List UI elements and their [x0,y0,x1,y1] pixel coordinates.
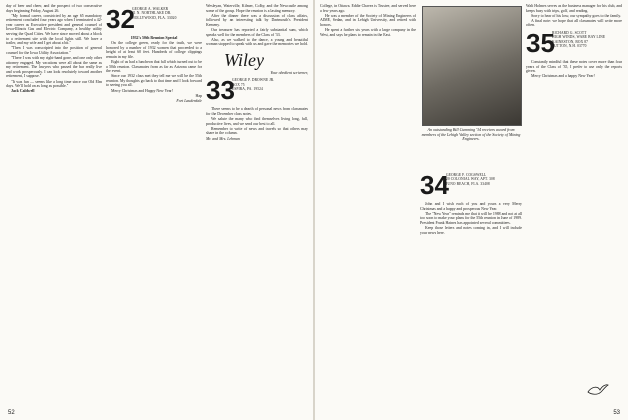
sign-off-name: Hap [195,93,202,98]
paragraph: Also, as we walked to the dance, a young and beautiful woman stopped to speak with us and gave the memories we hold. [206,37,308,47]
page-gutter [313,0,315,420]
paragraph: Remember to write of news and travels so that others may share in the column. [206,126,308,136]
paragraph: day of beer and cheer, and the prospect of two consecutive days beginning Friday, August 26. [6,4,102,13]
paragraph: He was a member of the Society of Mining Engineers of AIME, Sedan, and in Lehigh University, and retired with honors. [320,13,416,27]
paragraph: The "New Year" reminds me that it will be 1988 and not at all too soon to make your plans for the 55th reunion in June of 1989. President Frank Haines has appointed several committees. [420,211,522,225]
photo-caption: Mr. and Mrs. Lehman [206,136,240,141]
paragraph: College, in Ottawa. Eddie Chavez is Trustee, and served here a few years ago. [320,4,416,13]
correspondent-city: JUNO BEACH, FLA. 33408 [446,181,490,186]
correspondent-city: HOLLYWOOD, FLA. 33020 [132,15,177,20]
page-number-right: 53 [613,410,620,416]
paragraph: "Then I was conscripted into the position of general counsel for the Iowa Utility Association." [6,46,102,55]
section-heading: 1932's 50th Reunion Special [130,36,178,40]
paragraph: Wesleyan, Waterville, Kilmer, Colby, and the Newcastle among some of the group. Hope the reunion is a lasting memory. [206,4,308,13]
classmate-mention: Jack Caldwell [11,89,35,94]
class-year-number: 33 [206,75,235,106]
paragraph: Constantly mindful that these notes cover more than four years of the Class of '35, I prefer to use only the reports given. [526,59,622,74]
correspondent-name: GEORGE F. COGSWELL [446,173,487,177]
paragraph: Eight of us had a luncheon that fall which turned out to be a 50th reunion. Classmates from as far as Arizona came for the event. [106,59,202,74]
class-header-33 [206,75,308,106]
paragraph: Sorry to hear of his loss; our sympathy goes to the family. [531,13,622,18]
left-page-column-2 [106,4,202,408]
paragraph: John and I wish each of you and yours a very Merry Christmas and a happy and prosperous New Year. [420,202,522,211]
dove-icon [586,382,610,398]
paragraph: "My formal career, constricted by an age 65 mandatory retirement concluded four years ago when I terminated a 42-year career as Executive president and general counsel of Iowa-Illinois Gas and Electric Company, a healthy utility serving the Quad Cities. We have since moved about a block to a retirement site with the local lights still. We have a trailer, and my wife and I get about a bit." [6,13,102,46]
right-page-column-3 [526,4,622,408]
paragraph: Merry Christmas and a happy New Year! [531,74,595,79]
paragraph: On the college green, ready for the truth, we were honored by a number of 1932 women that proceeded to a height of at least 60 feet. Hundreds of college clippings remain in my file. [106,41,202,59]
correspondent-address: 20 COLONIAL WAY, APT. 308 [446,177,495,182]
class-year-number: 32 [106,4,135,34]
paragraph: "There I was with my right-hand gone, and one only other attorney engaged. My vacations were all about the same as my retirement. The lawyers who passed the bar really live and work prosperously. I can look resolutely toward another retirement, I suppose." [6,56,102,79]
handwritten-signature: Wiley [224,49,264,70]
paragraph: There seems to be a dearth of personal news from classmates for the December class notes. [206,107,308,117]
paragraph: He spent a further six years with a large company in the West, and says he plans to remain in the East. [320,27,416,37]
class-year-number: 34 [420,170,449,200]
photo-caption: An outstanding Bill Cumming '34 receives award from members of the Lehigh Valley section of the Society of Mining Engineers. [421,127,521,142]
class-header-32 [106,4,202,34]
correspondent-address: KAINESTON, BOX 87 [552,39,589,44]
paragraph: Since our 1932 class met they tell me we will be the 55th reunion. My thoughts go back to that time and I look forward to seeing you all. [106,74,202,88]
class-header-35 [526,27,622,58]
paragraph: After the dinner there was a discussion of class affairs, followed by an interesting talk by Dartmouth's President Kemeny. [206,13,308,27]
correspondent-address: 41 N. NORTHLAKE DR. [132,11,172,16]
correspondent-city: ESPIRA, PA. 19524 [232,87,263,92]
correspondent-name: GEORGE A. WALKER [132,7,169,11]
correspondent-city: SUTTON, N.H. 03770 [552,43,587,48]
left-page-column-3 [206,4,308,408]
right-page-column-2 [420,170,522,408]
paragraph: Walt Holmes serves as the business manager for his club, and keeps busy with trips, golf, and reading. [526,4,622,13]
paragraph: We salute the many who find themselves living long, full, productive lives, and we send our best to all. [206,117,308,126]
correspondent-name: RICHARD G. SCOTT [552,30,587,35]
class-photo [422,6,522,126]
correspondent-name: GEORGE P. DROWNE JR. [232,78,275,83]
paragraph: Keep those letters and notes coming in, and I will include your news here. [420,225,522,235]
page-number-left: 52 [8,410,15,416]
sign-off-note: Merry Christmas and Happy New Year! [111,88,174,93]
correspondent-address: HIGH WINDS, WARE BAY LINE [552,35,606,40]
sign-off-line: Your obedient scrivener, [270,70,308,75]
sign-off-location: Fort Lauderdale [176,98,202,103]
left-page-column-1 [6,4,102,408]
class-year-number: 35 [526,27,555,58]
paragraph: Our treasurer has reported a fairly substantial sum, which speaks well for the members of the Class of '33. [206,27,308,37]
class-header-34 [420,170,522,200]
right-page-column-1 [320,4,416,408]
paragraph: A final note: we hope that all classmates will write more often. [526,18,622,28]
paragraph: "It was fun — seems like a long time since our Old Elm days. We'll hold on as long as possible." [6,79,102,89]
correspondent-address: BOX 75 [232,82,245,87]
